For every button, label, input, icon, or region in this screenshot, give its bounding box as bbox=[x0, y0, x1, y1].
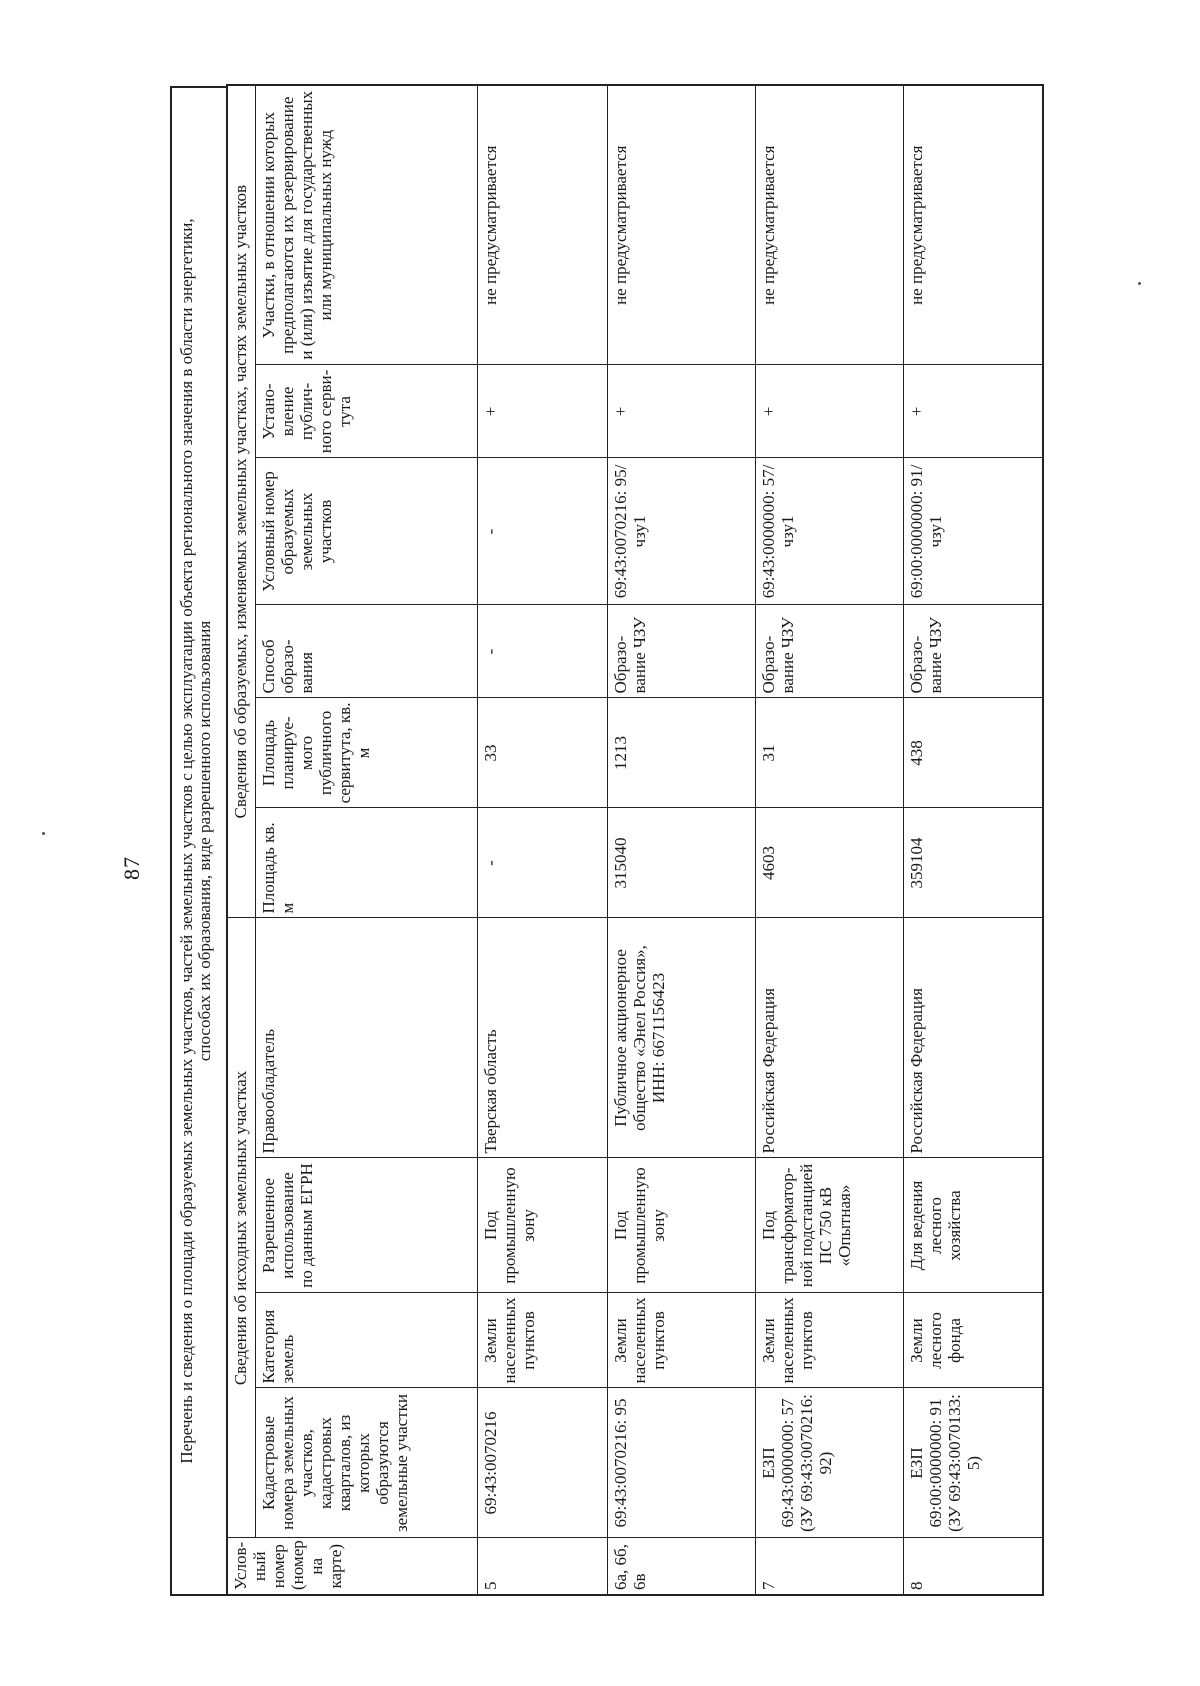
cell-conditional-number: - bbox=[477, 458, 607, 605]
cell-use: Для ведения лесного хозяйства bbox=[903, 1158, 1043, 1293]
cell-area: 359104 bbox=[903, 808, 1043, 918]
header-servitude-area: Площадь планируе-мого публичного сервитута, кв. м bbox=[255, 698, 477, 808]
land-parcels-table bbox=[226, 84, 1044, 1596]
header-owner: Правообладатель bbox=[255, 918, 477, 1158]
cell-reserved: не предусматривается bbox=[607, 85, 755, 365]
cell-servitude: 438 bbox=[903, 698, 1043, 808]
header-conditional-number: Услов-ный номер (номер на карте) bbox=[227, 1538, 477, 1595]
cell-method: Образо-вание ЧЗУ bbox=[607, 605, 755, 698]
header-reserved: Участки, в отношении которых предполагаются их резервирование и (или) изъятие для государственных или муниципальных нужд bbox=[255, 85, 477, 365]
cell-category: Земли населенных пунктов bbox=[477, 1293, 607, 1388]
cell-servitude: 33 bbox=[477, 698, 607, 808]
header-conditional-parcel-number: Условный номер образуемых земельных участков bbox=[255, 458, 477, 605]
cell-use: Под промышленную зону bbox=[477, 1158, 607, 1293]
cell-conditional-number: 69:00:0000000: 91/чзу1 bbox=[903, 458, 1043, 605]
cell-cadastral: 69:43:0070216 bbox=[477, 1388, 607, 1538]
cell-servitude: 1213 bbox=[607, 698, 755, 808]
cell-number: 6а, 6б, 6в bbox=[607, 1538, 755, 1595]
cell-method: Образо-вание ЧЗУ bbox=[755, 605, 903, 698]
cell-public-servitude: + bbox=[903, 365, 1043, 458]
cell-category: Земли населенных пунктов bbox=[755, 1293, 903, 1388]
header-cadastral: Кадастровые номера земельных участков, кадастровых кварталов, из которых образуются земельные участки bbox=[255, 1388, 477, 1538]
cell-cadastral: 69:43:0070216: 95 bbox=[607, 1388, 755, 1538]
cell-method: - bbox=[477, 605, 607, 698]
header-source-parcels: Сведения об исходных земельных участках bbox=[227, 918, 255, 1538]
cell-category: Земли лесного фонда bbox=[903, 1293, 1043, 1388]
title-line-2: способах их образования, виде разрешенного использования bbox=[195, 620, 214, 1062]
cell-area: 4603 bbox=[755, 808, 903, 918]
cell-owner: Тверская область bbox=[477, 918, 607, 1158]
header-formation-method: Способ образо-вания bbox=[255, 605, 477, 698]
header-permitted-use: Разрешенное использование по данным ЕГРН bbox=[255, 1158, 477, 1293]
page-number: 87 bbox=[119, 856, 144, 880]
title-line-1: Перечень и сведения о площади образуемых земельных участков, частей земельных участков с целью эксплуатации объекта регионального значения в области энергетики, bbox=[177, 218, 196, 1464]
cell-reserved: не предусматривается bbox=[903, 85, 1043, 365]
table-row bbox=[607, 85, 755, 1595]
rotated-document bbox=[170, 86, 1040, 1596]
cell-owner: Российская Федерация bbox=[903, 918, 1043, 1158]
table-row bbox=[477, 85, 607, 1595]
cell-area: - bbox=[477, 808, 607, 918]
cell-public-servitude: + bbox=[755, 365, 903, 458]
header-category: Категория земель bbox=[255, 1293, 477, 1388]
cell-number: 5 bbox=[477, 1538, 607, 1595]
cell-method: Образо-вание ЧЗУ bbox=[903, 605, 1043, 698]
scan-speck bbox=[42, 832, 45, 835]
cell-area: 315040 bbox=[607, 808, 755, 918]
cell-reserved: не предусматривается bbox=[755, 85, 903, 365]
cell-cadastral: ЕЗП 69:43:0000000: 57 (ЗУ 69:43:0070216: 92) bbox=[755, 1388, 903, 1538]
cell-conditional-number: 69:43:0000000: 57/чзу1 bbox=[755, 458, 903, 605]
cell-owner: Публичное акционерное общество «Энел Россия», ИНН: 6671156423 bbox=[607, 918, 755, 1158]
cell-cadastral: ЕЗП 69:00:0000000: 91 (ЗУ 69:43:0070133: 5) bbox=[903, 1388, 1043, 1538]
cell-owner: Российская Федерация bbox=[755, 918, 903, 1158]
table-row bbox=[903, 85, 1043, 1595]
document-title bbox=[170, 86, 226, 1596]
header-area: Площадь кв. м bbox=[255, 808, 477, 918]
header-public-servitude: Устано-вление публич-ного серви-тута bbox=[255, 365, 477, 458]
cell-category: Земли населенных пунктов bbox=[607, 1293, 755, 1388]
cell-conditional-number: 69:43:0070216: 95/чзу1 bbox=[607, 458, 755, 605]
cell-servitude: 31 bbox=[755, 698, 903, 808]
scan-speck bbox=[1138, 282, 1141, 285]
header-formed-parcels: Сведения об образуемых, изменяемых земельных участках, частях земельных участков bbox=[227, 85, 255, 918]
cell-public-servitude: + bbox=[607, 365, 755, 458]
table-row bbox=[755, 85, 903, 1595]
cell-reserved: не предусматривается bbox=[477, 85, 607, 365]
cell-use: Под трансформатор-ной подстанцией ПС 750 кВ «Опытная» bbox=[755, 1158, 903, 1293]
cell-public-servitude: + bbox=[477, 365, 607, 458]
cell-use: Под промышленную зону bbox=[607, 1158, 755, 1293]
cell-number: 8 bbox=[903, 1538, 1043, 1595]
cell-number: 7 bbox=[755, 1538, 903, 1595]
